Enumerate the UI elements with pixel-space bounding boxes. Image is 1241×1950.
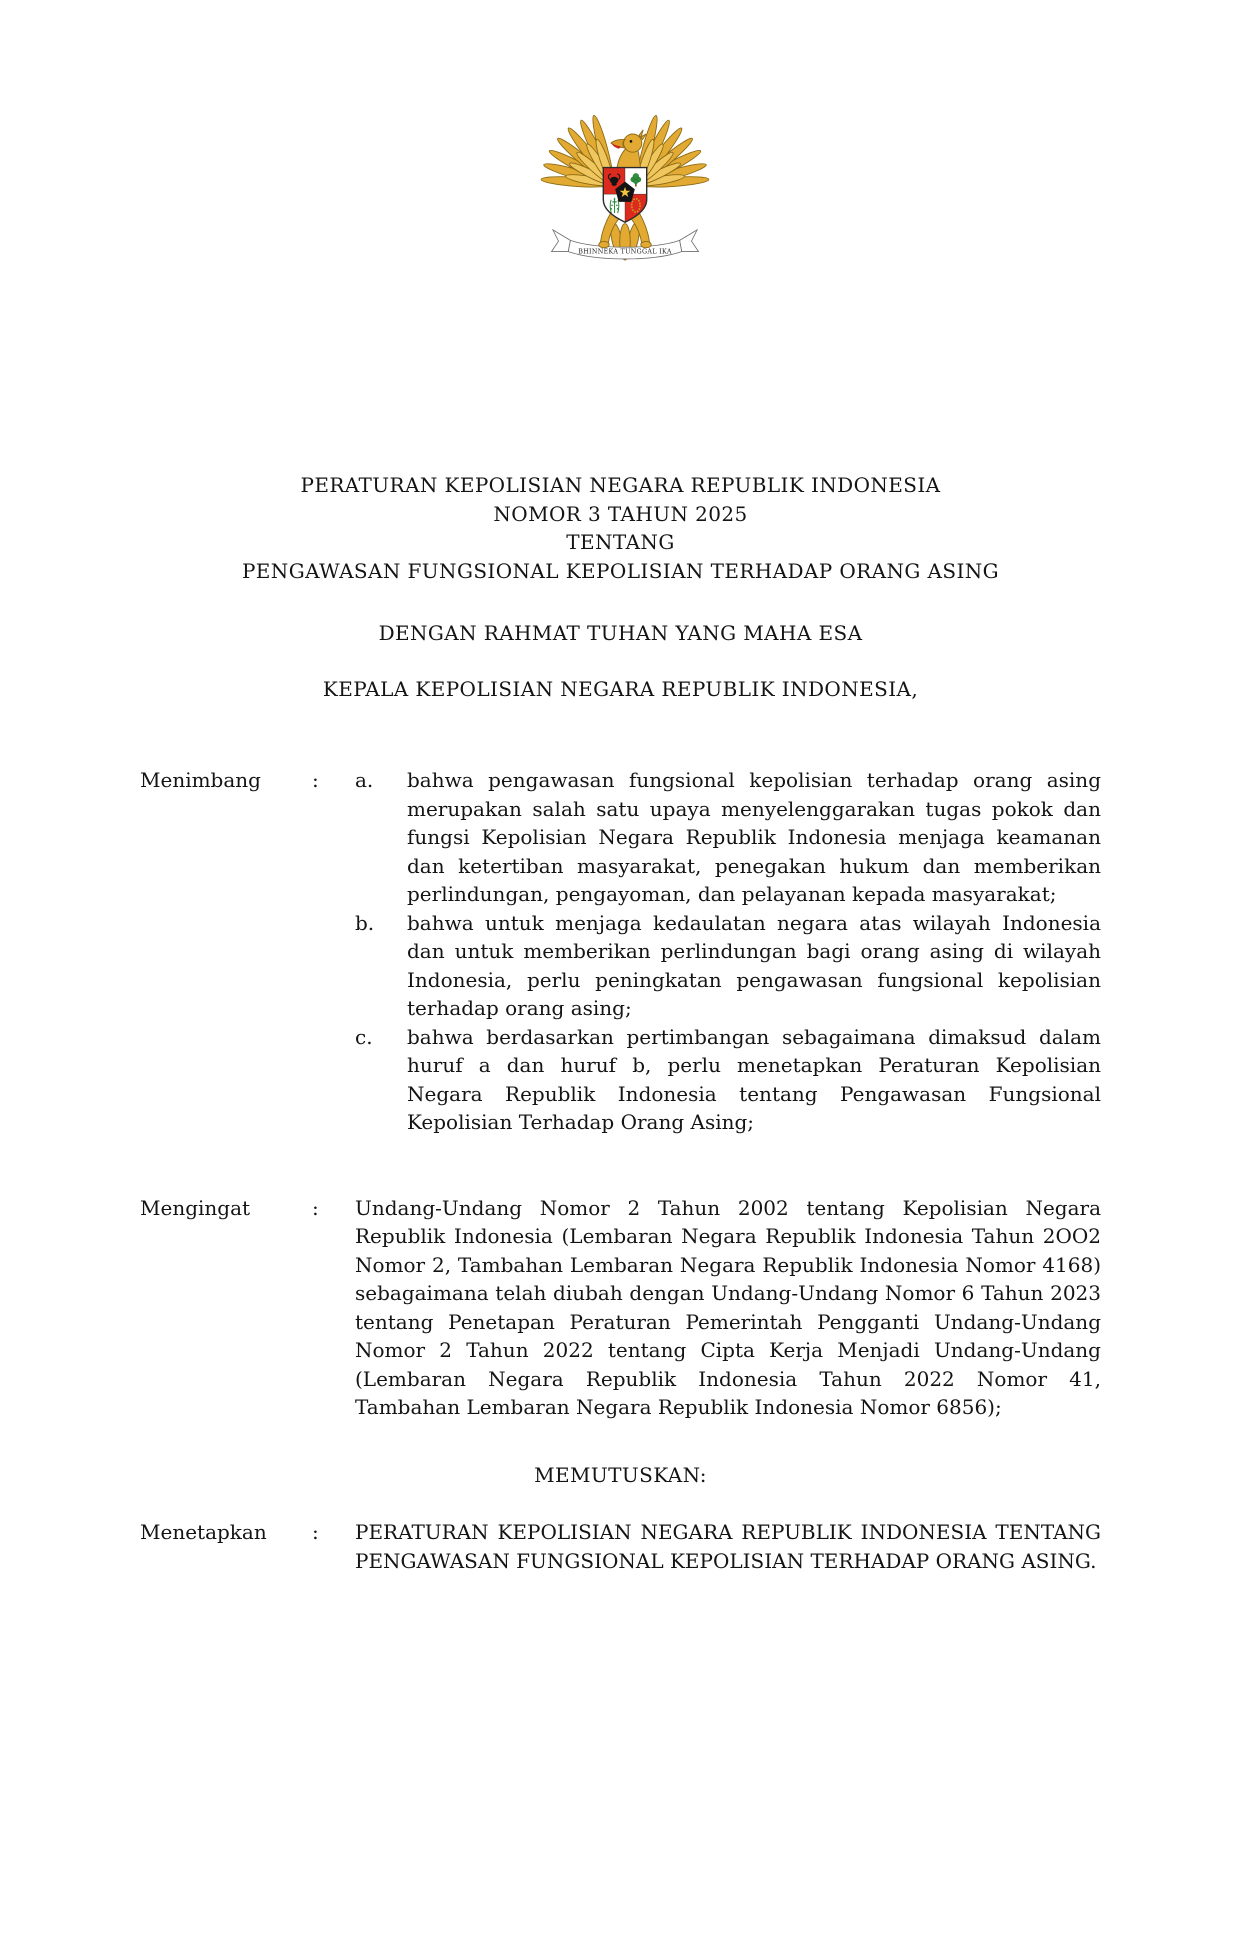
menetapkan-label: Menetapkan [140, 1520, 267, 1544]
item-letter: b. [355, 910, 375, 935]
menimbang-item-c [355, 1023, 1101, 1137]
menimbang-item-b [355, 909, 1101, 1023]
title-line-1: PERATURAN KEPOLISIAN NEGARA REPUBLIK INDONESIA [300, 473, 941, 497]
item-letter: a. [355, 768, 374, 792]
item-letter: c. [355, 1024, 373, 1049]
menimbang-items [355, 766, 1101, 1137]
garuda-pancasila-icon [534, 106, 716, 274]
menetapkan-text: PERATURAN KEPOLISIAN NEGARA REPUBLIK INDONESIA TENTANG PENGAWASAN FUNGSIONAL KEPOLISIAN TERHADAP ORANG ASING. [355, 1520, 1101, 1573]
memutuskan-heading: MEMUTUSKAN: [534, 1462, 707, 1487]
mengingat-colon: : [312, 1195, 319, 1220]
menimbang-colon: : [312, 768, 319, 792]
item-text: bahwa pengawasan fungsional kepolisian terhadap orang asing merupakan salah satu upaya menyelenggarakan tugas pokok dan fungsi Kepolisian Negara Republik Indonesia menjaga keamanan dan ketertiban masyarakat, penegakan hukum dan memberikan perlindungan, pengayoman, dan pelayanan kepada masyarakat; [407, 768, 1101, 906]
title-line-3: TENTANG [566, 530, 675, 554]
mengingat-section [140, 1194, 1101, 1422]
menimbang-section [140, 766, 1101, 1137]
invocation-line: DENGAN RAHMAT TUHAN YANG MAHA ESA [378, 621, 863, 645]
mengingat-label: Mengingat [140, 1195, 251, 1220]
banner-motto-text: BHINNEKA TUNGGAL IKA [577, 248, 672, 256]
regulation-body [140, 766, 1101, 1575]
issuer-line: KEPALA KEPOLISIAN NEGARA REPUBLIK INDONESIA, [322, 677, 919, 701]
title-line-2: NOMOR 3 TAHUN 2025 [493, 501, 748, 526]
regulation-title [0, 471, 1241, 585]
menetapkan-colon: : [312, 1520, 319, 1544]
menimbang-label: Menimbang [140, 768, 261, 792]
menetapkan-section [140, 1518, 1101, 1575]
item-text: bahwa berdasarkan pertimbangan sebagaimana dimaksud dalam huruf a dan huruf b, perlu menetapkan Peraturan Kepolisian Negara Republik Indonesia tentang Pengawasan Fungsional Kepolisian Terhadap Orang Asing; [407, 1024, 1101, 1134]
garuda-pancasila-emblem [534, 106, 716, 274]
mengingat-text: Undang-Undang Nomor 2 Tahun 2002 tentang Kepolisian Negara Republik Indonesia (Lembaran Negara Republik Indonesia Tahun 2OO2 Nomor 2, Tambahan Lembaran Negara Republik Indonesia Nomor 4168) sebagaimana telah diubah dengan Undang-Undang Nomor 6 Tahun 2023 tentang Penetapan Peraturan Pemerintah Pengganti Undang-Undang Nomor 2 Tahun 2022 tentang Cipta Kerja Menjadi Undang-Undang (Lembaran Negara Republik Indonesia Tahun 2022 Nomor 41, Tambahan Lembaran Negara Republik Indonesia Nomor 6856); [355, 1195, 1101, 1419]
item-text: bahwa untuk menjaga kedaulatan negara atas wilayah Indonesia dan untuk memberikan perlindungan bagi orang asing di wilayah Indonesia, perlu peningkatan pengawasan fungsional kepolisian terhadap orang asing; [407, 910, 1101, 1020]
title-line-4: PENGAWASAN FUNGSIONAL KEPOLISIAN TERHADAP ORANG ASING [241, 558, 1000, 583]
menimbang-item-a [355, 766, 1101, 909]
